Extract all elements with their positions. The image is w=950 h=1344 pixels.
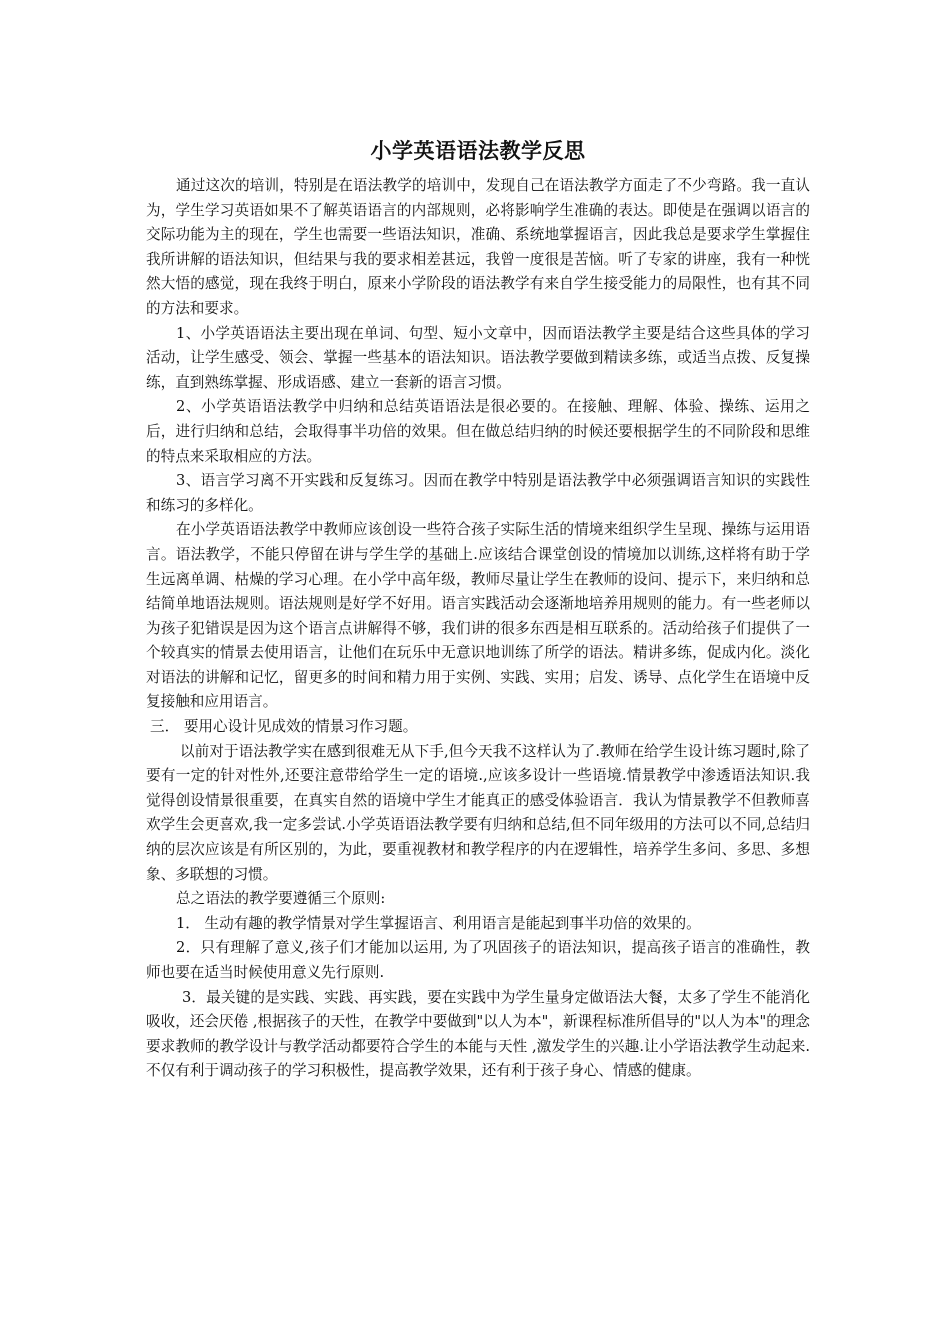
paragraph-exercise-design: 以前对于语法教学实在感到很难无从下手,但今天我不这样认为了.教师在给学生设计练习题时,除了要有一定的针对性外,还要注意带给学生一定的语境.,应该多设计一些语境.情景教学中渗透语法知识.我觉得创设情景很重要，在真实自然的语境中学生才能真正的感受体验语言．我认为情景教学不但教师喜欢学生会更喜欢,我一定多尝试.小学英语语法教学要有归纳和总结,但不同年级用的方法可以不同,总结归纳的层次应该是有所区别的，为此，要重视教材和教学程序的内在逻辑性，培养学生多问、多思、多想象、多联想的习惯。 [146, 742, 810, 883]
paragraph-point-3: 3、语言学习离不开实践和反复练习。因而在教学中特别是语法教学中必须强调语言知识的实践性和练习的多样化。 [146, 472, 810, 514]
paragraph-intro: 通过这次的培训，特别是在语法教学的培训中，发现自己在语法教学方面走了不少弯路。我一直认为，学生学习英语如果不了解英语语言的内部规则，必将影响学生准确的表达。即使是在强调以语言的交际功能为主的现在，学生也需要一些语法知识，准确、系统地掌握语言，因此我总是要求学生掌握住我所讲解的语法知识，但结果与我的要求相差甚远，我曾一度很是苦恼。听了专家的讲座，我有一种恍然大悟的感觉，现在我终于明白，原来小学阶段的语法教学有来自学生接受能力的局限性，也有其不同的方法和要求。 [146, 177, 810, 317]
paragraph-point-2: 2、小学英语语法教学中归纳和总结英语语法是很必要的。在接触、理解、体验、操练、运用之后，进行归纳和总结，会取得事半功倍的效果。但在做总结归纳的时候还要根据学生的不同阶段和思维的特点来采取相应的方法。 [146, 398, 810, 465]
document-body [146, 134, 810, 1084]
section-heading-three: 三． 要用心设计见成效的情景习作习题。 [150, 718, 418, 736]
document-title: 小学英语语法教学反思 [370, 138, 586, 163]
principle-item-3: 3．最关键的是实践、实践、再实践，要在实践中为学生量身定做语法大餐，太多了学生不能消化吸收，还会厌倦 ,根据孩子的天性，在教学中要做到"以人为本"，新课程标准所倡导的"以人为本"的理念要求教师的教学设计与教学活动都要符合学生的本能与天性 ,激发学生的兴趣.让小学语法教学生动起来. 不仅有利于调动孩子的学习积极性，提高教学效果，还有利于孩子身心、情感的健康。 [146, 988, 810, 1080]
paragraph-situational-teaching: 在小学英语语法教学中教师应该创设一些符合孩子实际生活的情境来组织学生呈现、操练与运用语言。语法教学，不能只停留在讲与学生学的基础上.应该结合课堂创设的情境加以训练,这样将有助于学生远离单调、枯燥的学习心理。在小学中高年级，教师尽量让学生在教师的设问、提示下，来归纳和总结简单地语法规则。语法规则是好学不好用。语言实践活动会逐渐地培养用规则的能力。有一些老师以为孩子犯错误是因为这个语言点讲解得不够，我们讲的很多东西是相互联系的。活动给孩子们提供了一个较真实的情景去使用语言，让他们在玩乐中无意识地训练了所学的语法。精讲多练，促成内化。淡化对语法的讲解和记忆，留更多的时间和精力用于实例、实践、实用；启发、诱导、点化学生在语境中反复接触和应用语言。 [146, 521, 810, 711]
principle-item-2: 2．只有理解了意义,孩子们才能加以运用, 为了巩固孩子的语法知识，提高孩子语言的准确性，教师也要在适当时候使用意义先行原则. [146, 939, 810, 981]
paragraph-point-1: 1、小学英语语法主要出现在单词、句型、短小文章中，因而语法教学主要是结合这些具体的学习活动，让学生感受、领会、掌握一些基本的语法知识。语法教学要做到精读多练，或适当点拨、反复操练，直到熟练掌握、形成语感、建立一套新的语言习惯。 [146, 324, 810, 391]
paragraph-principles-intro: 总之语法的教学要遵循三个原则: [176, 890, 386, 908]
principle-item-1: 1． 生动有趣的教学情景对学生掌握语言、利用语言是能起到事半功倍的效果的。 [176, 914, 701, 932]
